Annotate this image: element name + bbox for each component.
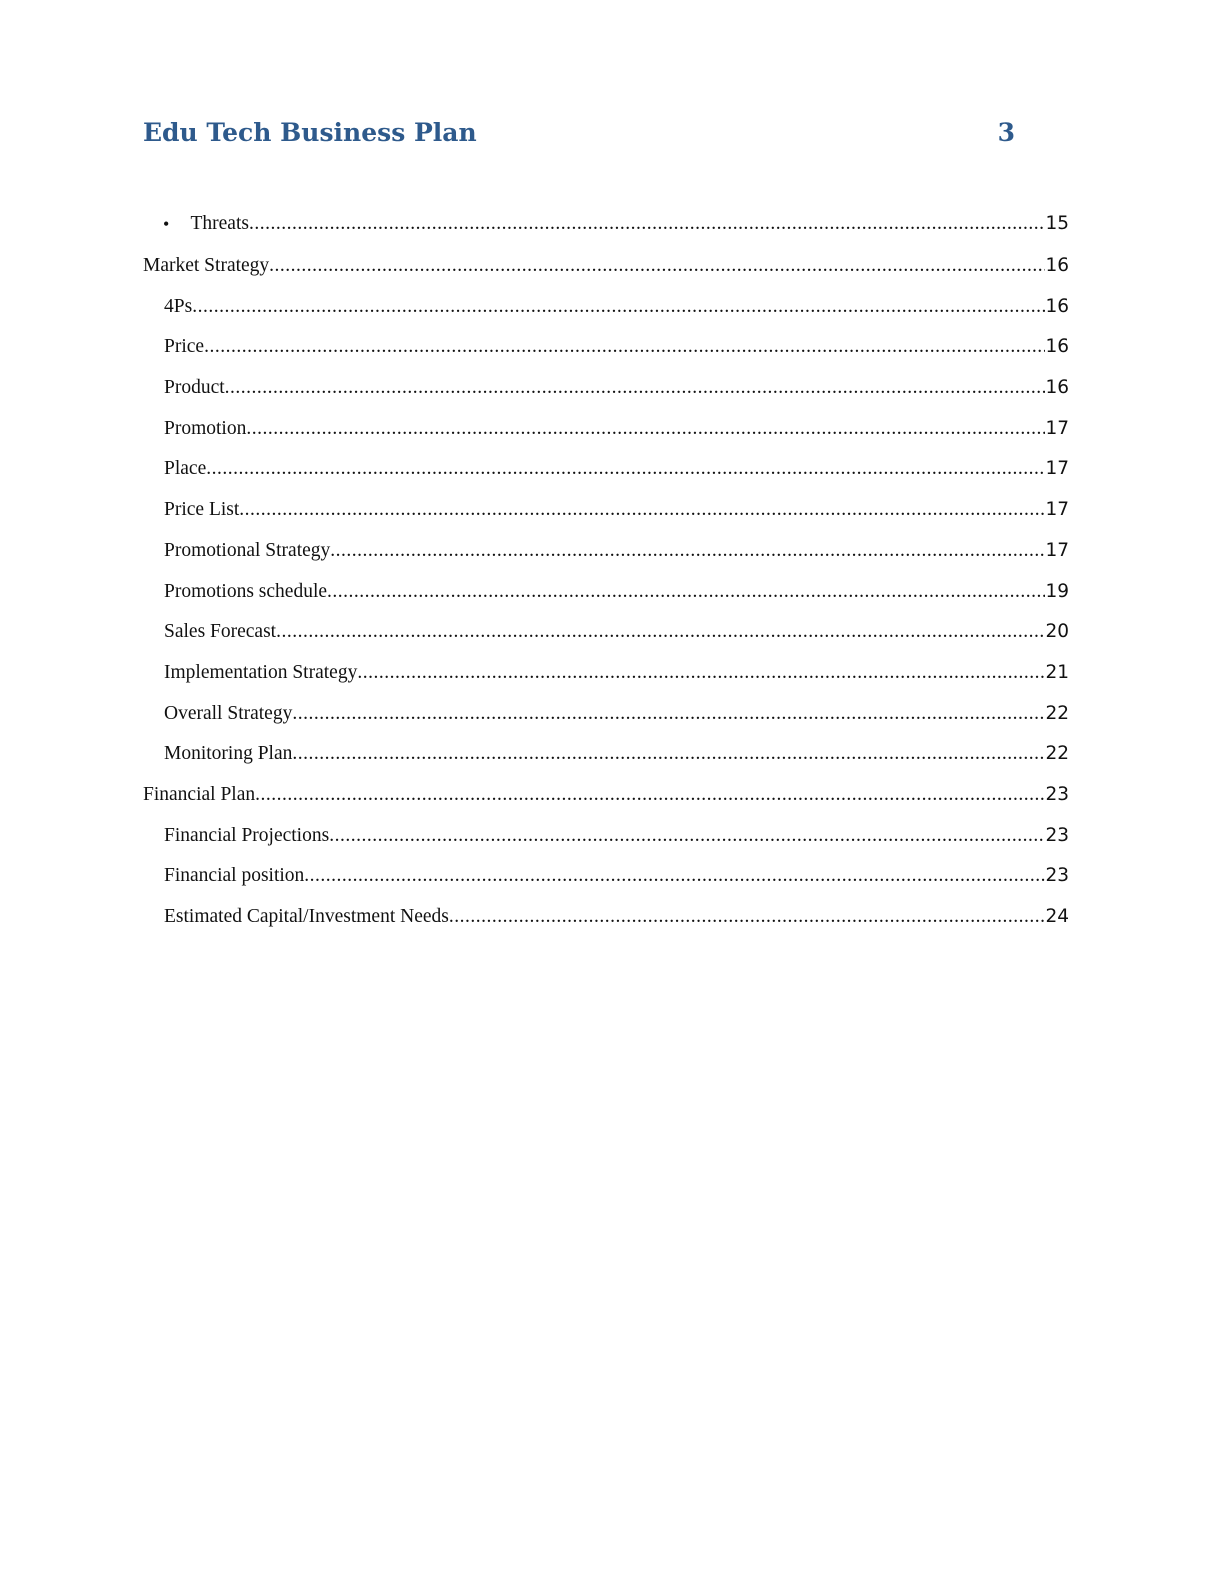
- toc-entry-market-strategy[interactable]: [143, 249, 1069, 290]
- toc-entry-product[interactable]: [143, 371, 1069, 412]
- dot-leader: [329, 819, 1045, 853]
- dot-leader: [246, 412, 1045, 446]
- table-of-contents: [143, 207, 1069, 941]
- toc-entry-label: Market Strategy: [143, 255, 270, 276]
- toc-entry-financial-position[interactable]: [143, 859, 1069, 900]
- dot-leader: [292, 697, 1045, 731]
- toc-entry-overall-strategy[interactable]: [143, 697, 1069, 738]
- toc-entry-threats[interactable]: [143, 207, 1069, 249]
- dot-leader: [357, 656, 1045, 690]
- dot-leader: [292, 737, 1045, 771]
- toc-entry-page: 16: [1045, 255, 1069, 276]
- dot-leader: [239, 493, 1045, 527]
- toc-entry-page: 15: [1045, 213, 1069, 234]
- toc-entry-page: 16: [1045, 377, 1069, 399]
- dot-leader: [327, 575, 1045, 609]
- toc-entry-label: Financial Plan: [143, 783, 256, 805]
- toc-entry-label: Financial Projections: [164, 824, 330, 846]
- toc-entry-page: 17: [1045, 417, 1069, 439]
- toc-entry-label: Implementation Strategy: [164, 661, 358, 683]
- toc-entry-label: Estimated Capital/Investment Needs: [164, 906, 449, 927]
- toc-entry-page: 20: [1045, 621, 1069, 643]
- toc-entry-sales-forecast[interactable]: [143, 615, 1069, 656]
- toc-entry-page: 17: [1045, 499, 1069, 521]
- toc-entry-promotions-schedule[interactable]: [143, 575, 1069, 616]
- toc-entry-promotion[interactable]: [143, 412, 1069, 453]
- toc-entry-promotional-strategy[interactable]: [143, 534, 1069, 575]
- toc-entry-page: 22: [1045, 743, 1069, 765]
- toc-entry-monitoring-plan[interactable]: [143, 737, 1069, 778]
- document-title: Edu Tech Business Plan: [143, 118, 477, 147]
- dot-leader: [330, 534, 1045, 568]
- page-number: 3: [997, 118, 1015, 147]
- dot-leader: [192, 290, 1045, 324]
- toc-entry-label: Promotional Strategy: [164, 539, 331, 561]
- toc-entry-implementation-strategy[interactable]: [143, 656, 1069, 697]
- toc-entry-estimated-capital[interactable]: [143, 900, 1069, 941]
- toc-entry-label: Monitoring Plan: [164, 743, 293, 765]
- toc-entry-label: Overall Strategy: [164, 702, 293, 724]
- dot-leader: [304, 859, 1045, 893]
- toc-entry-price-list[interactable]: [143, 493, 1069, 534]
- bullet-icon: •: [163, 214, 170, 234]
- toc-entry-price[interactable]: [143, 330, 1069, 371]
- toc-entry-page: 23: [1045, 865, 1069, 887]
- toc-entry-label: Threats: [190, 213, 249, 234]
- toc-entry-page: 22: [1045, 702, 1069, 724]
- dot-leader: [249, 207, 1045, 241]
- dot-leader: [225, 371, 1046, 405]
- toc-entry-label: 4Ps: [164, 295, 193, 317]
- toc-entry-page: 24: [1045, 906, 1069, 927]
- toc-entry-label: Place: [164, 458, 207, 480]
- dot-leader: [255, 778, 1045, 812]
- toc-entry-label: Financial position: [164, 865, 305, 887]
- toc-entry-label: Sales Forecast: [164, 621, 277, 643]
- toc-entry-label: Promotions schedule: [164, 580, 328, 602]
- toc-entry-page: 17: [1045, 539, 1069, 561]
- toc-entry-label: Price List: [164, 499, 240, 521]
- toc-entry-page: 17: [1045, 458, 1069, 480]
- toc-entry-page: 21: [1045, 661, 1069, 683]
- toc-entry-page: 16: [1045, 295, 1069, 317]
- dot-leader: [449, 900, 1046, 934]
- dot-leader: [204, 330, 1045, 364]
- page-header: [143, 118, 1015, 158]
- toc-entry-label: Price: [164, 336, 205, 358]
- toc-entry-page: 19: [1045, 580, 1069, 602]
- dot-leader: [269, 249, 1045, 283]
- toc-entry-label: Product: [164, 377, 225, 399]
- toc-entry-4ps[interactable]: [143, 290, 1069, 331]
- dot-leader: [206, 452, 1045, 486]
- toc-entry-financial-projections[interactable]: [143, 819, 1069, 860]
- toc-entry-label: Promotion: [164, 417, 247, 439]
- toc-entry-place[interactable]: [143, 452, 1069, 493]
- toc-entry-page: 16: [1045, 336, 1069, 358]
- toc-entry-financial-plan[interactable]: [143, 778, 1069, 819]
- toc-entry-page: 23: [1045, 783, 1069, 805]
- dot-leader: [276, 615, 1045, 649]
- toc-entry-page: 23: [1045, 824, 1069, 846]
